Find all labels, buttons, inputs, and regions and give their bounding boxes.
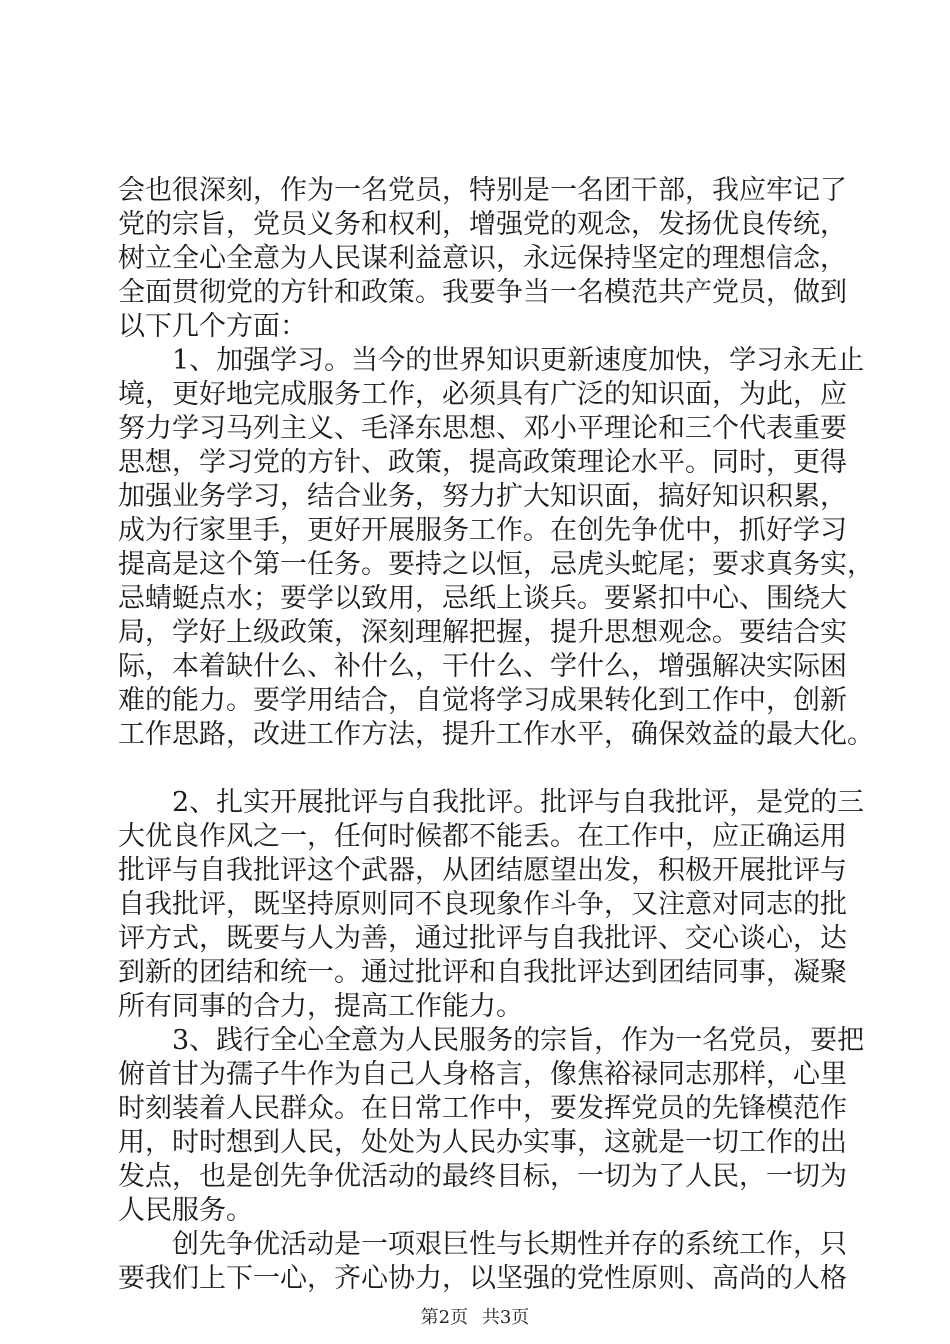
text-line: 思想，学习党的方针、政策，提高政策理论水平。同时，更得 [118, 447, 847, 478]
text-line: 成为行家里手，更好开展服务工作。在创先争优中，抓好学习 [118, 515, 847, 546]
paragraph-3-start: 3、践行全心全意为人民服务的宗旨，作为一名党员，要把 [172, 1025, 865, 1056]
text-line: 俯首甘为孺子牛作为自己人身格言，像焦裕禄同志那样，心里 [118, 1059, 847, 1090]
text-line: 发点，也是创先争优活动的最终目标，一切为了人民，一切为 [118, 1161, 847, 1192]
text-line: 工作思路，改进工作方法，提升工作水平，确保效益的最大化。 [118, 719, 874, 750]
page-number: 第2页 [420, 1307, 469, 1328]
paragraph-4-start: 创先争优活动是一项艰巨性与长期性并存的系统工作，只 [172, 1229, 847, 1260]
text-line: 批评与自我批评这个武器，从团结愿望出发，积极开展批评与 [118, 855, 847, 886]
text-line: 党的宗旨，党员义务和权利，增强党的观念，发扬优良传统， [118, 209, 847, 240]
text-line: 到新的团结和统一。通过批评和自我批评达到团结同事，凝聚 [118, 957, 847, 988]
text-line: 以下几个方面： [118, 311, 307, 342]
text-line: 努力学习马列主义、毛泽东思想、邓小平理论和三个代表重要 [118, 413, 847, 444]
text-line: 评方式，既要与人为善，通过批评与自我批评、交心谈心，达 [118, 923, 847, 954]
text-line: 所有同事的合力，提高工作能力。 [118, 991, 523, 1022]
text-line: 会也很深刻，作为一名党员，特别是一名团干部，我应牢记了 [118, 175, 847, 206]
text-line: 提高是这个第一任务。要持之以恒，忌虎头蛇尾；要求真务实， [118, 549, 874, 580]
paragraph-2-start: 2、扎实开展批评与自我批评。批评与自我批评，是党的三 [172, 787, 865, 818]
text-line: 时刻装着人民群众。在日常工作中，要发挥党员的先锋模范作 [118, 1093, 847, 1124]
text-line: 忌蜻蜓点水；要学以致用，忌纸上谈兵。要紧扣中心、围绕大 [118, 583, 847, 614]
text-line: 自我批评，既坚持原则同不良现象作斗争，又注意对同志的批 [118, 889, 847, 920]
text-line: 境，更好地完成服务工作，必须具有广泛的知识面，为此，应 [118, 379, 847, 410]
text-line: 局，学好上级政策，深刻理解把握，提升思想观念。要结合实 [118, 617, 847, 648]
page-footer [0, 1306, 950, 1330]
text-line: 大优良作风之一，任何时候都不能丢。在工作中，应正确运用 [118, 821, 847, 852]
text-line: 用，时时想到人民，处处为人民办实事，这就是一切工作的出 [118, 1127, 847, 1158]
text-line: 难的能力。要学用结合，自觉将学习成果转化到工作中，创新 [118, 685, 847, 716]
text-line: 人民服务。 [118, 1195, 253, 1226]
text-line: 际，本着缺什么、补什么，干什么、学什么，增强解决实际困 [118, 651, 847, 682]
page-total: 共3页 [481, 1307, 530, 1328]
text-line: 要我们上下一心，齐心协力，以坚强的党性原则、高尚的人格 [118, 1263, 847, 1294]
text-line: 加强业务学习，结合业务，努力扩大知识面，搞好知识积累， [118, 481, 847, 512]
paragraph-1-start: 1、加强学习。当今的世界知识更新速度加快，学习永无止 [172, 345, 865, 376]
text-line: 树立全心全意为人民谋利益意识，永远保持坚定的理想信念， [118, 243, 847, 274]
text-line: 全面贯彻党的方针和政策。我要争当一名模范共产党员，做到 [118, 277, 847, 308]
